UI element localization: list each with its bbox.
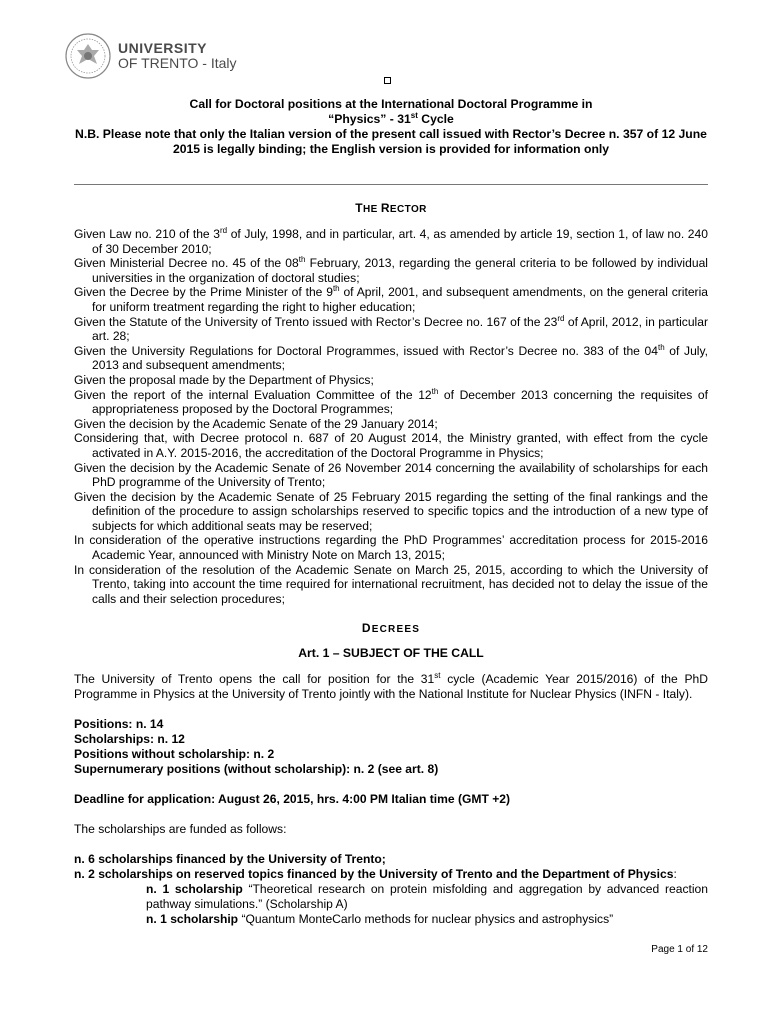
supernumerary-positions: Supernumerary positions (without scholarship): n. 2 (see art. 8)	[74, 762, 439, 776]
header-line-1: Call for Doctoral positions at the International Doctoral Programme in	[189, 97, 593, 111]
funding-intro: The scholarships are funded as follows:	[74, 822, 287, 836]
decrees-rest: ECREES	[371, 624, 421, 635]
consideration-item: Given the decision by the Academic Senate of 26 November 2014 concerning the availability of scholarships for each PhD programme of the University of Trento;	[74, 460, 708, 490]
scholarship-item: n. 1 scholarship “Quantum MonteCarlo methods for nuclear physics and astrophysics”	[146, 912, 614, 926]
rector-cap-r: R	[380, 201, 390, 215]
scholarship-item: n. 1 scholarship “Theoretical research on protein misfolding and aggregation by advanced reaction pathway simulations.” (Scholarship A)	[146, 882, 708, 911]
header-line-2	[74, 112, 708, 127]
consideration-item: In consideration of the resolution of the Academic Senate on March 25, 2015, according to which the University of Trento, taking into account the time required for international recruitment, has decided not to delay the issue of the calls and their selection procedures;	[74, 562, 708, 606]
article-1-title: Art. 1 – SUBJECT OF THE CALL	[298, 646, 484, 660]
rector-text-a: HE	[362, 204, 381, 215]
decrees-cap: D	[361, 621, 372, 635]
consideration-item: Given the report of the internal Evaluation Committee of the 12th of December 2013 concerning the requisites of appropriateness proposed by the Doctoral Programmes;	[74, 386, 708, 417]
consideration-item: Given the decision by the Academic Senate of 25 February 2015 regarding the setting of the final rankings and the definition of the procedure to assign scholarships reserved to specific topics and the introduction of a new type of subjects for which additional seats may be reserved;	[74, 489, 708, 533]
positions-count: Positions: n. 14	[74, 717, 164, 731]
consideration-item: Given the University Regulations for Doctoral Programmes, issued with Rector’s Decree no. 383 of the 04th of July, 2013 and subsequent amendments;	[74, 342, 708, 373]
logo-line-2: OF TRENTO - Italy	[118, 55, 237, 71]
funding-line-2: n. 2 scholarships on reserved topics financed by the University of Trento and the Department of Physics:	[74, 867, 677, 881]
call-header	[74, 97, 708, 157]
rector-text-b: ECTOR	[389, 204, 427, 215]
intro-paragraph: The University of Trento opens the call for position for the 31st cycle (Academic Year 2015/2016) of the PhD Programme in Physics at the University of Trento jointly with the National Institute for Nuclear Physics (INFN - Italy).	[74, 670, 708, 701]
scholarships-count: Scholarships: n. 12	[74, 732, 185, 746]
header-cycle-suffix: Cycle	[417, 112, 454, 126]
section-title-rector	[74, 201, 708, 215]
article-1-body	[74, 672, 708, 927]
considerations-list	[74, 227, 708, 606]
consideration-item: Given the proposal made by the Department of Physics;	[74, 372, 374, 387]
university-logo	[64, 32, 237, 80]
header-cycle-text: “Physics” - 31	[328, 112, 411, 126]
header-note: N.B. Please note that only the Italian version of the present call issued with Rector’s Decree n. 357 of 12 June 2015 is legally binding; the English version is provided for information only	[75, 127, 707, 156]
divider-line	[74, 184, 708, 185]
logo-line-1: UNIVERSITY	[118, 40, 208, 56]
consideration-item: In consideration of the operative instructions regarding the PhD Programmes’ accreditation process for 2015-2016 Academic Year, announced with Ministry Note on March 13, 2015;	[74, 533, 708, 563]
consideration-item: Given Law no. 210 of the 3rd of July, 1998, and in particular, art. 4, as amended by article 19, section 1, of law no. 240 of 30 December 2010;	[74, 225, 708, 256]
consideration-item: Given Ministerial Decree no. 45 of the 08th February, 2013, regarding the general criteria to be followed by individual universities in the organization of doctoral studies;	[74, 255, 708, 285]
checkbox-square-icon	[384, 77, 391, 84]
deadline: Deadline for application: August 26, 2015, hrs. 4:00 PM Italian time (GMT +2)	[74, 792, 511, 806]
page-number: Page 1 of 12	[651, 944, 708, 955]
consideration-item: Given the decision by the Academic Senate of the 29 January 2014;	[74, 416, 438, 431]
university-seal-icon	[64, 32, 112, 80]
consideration-item: Given the Statute of the University of Trento issued with Rector’s Decree no. 167 of the 23rd of April, 2012, in particular art. 28;	[74, 313, 708, 344]
consideration-item: Considering that, with Decree protocol n. 687 of 20 August 2014, the Ministry granted, with effect from the cycle activated in A.Y. 2015-2016, the accreditation of the Doctoral Programme in Physics;	[74, 431, 708, 460]
section-title-decrees	[74, 621, 708, 635]
funding-line-1: n. 6 scholarships financed by the University of Trento;	[74, 852, 386, 866]
consideration-item: Given the Decree by the Prime Minister of the 9th of April, 2001, and subsequent amendments, on the general criteria for uniform treatment regarding the right to higher education;	[74, 284, 708, 314]
rector-cap-t: T	[355, 201, 363, 215]
logo-text	[118, 41, 237, 71]
positions-without-scholarship: Positions without scholarship: n. 2	[74, 747, 275, 761]
header-cycle-sup: st	[410, 110, 418, 120]
